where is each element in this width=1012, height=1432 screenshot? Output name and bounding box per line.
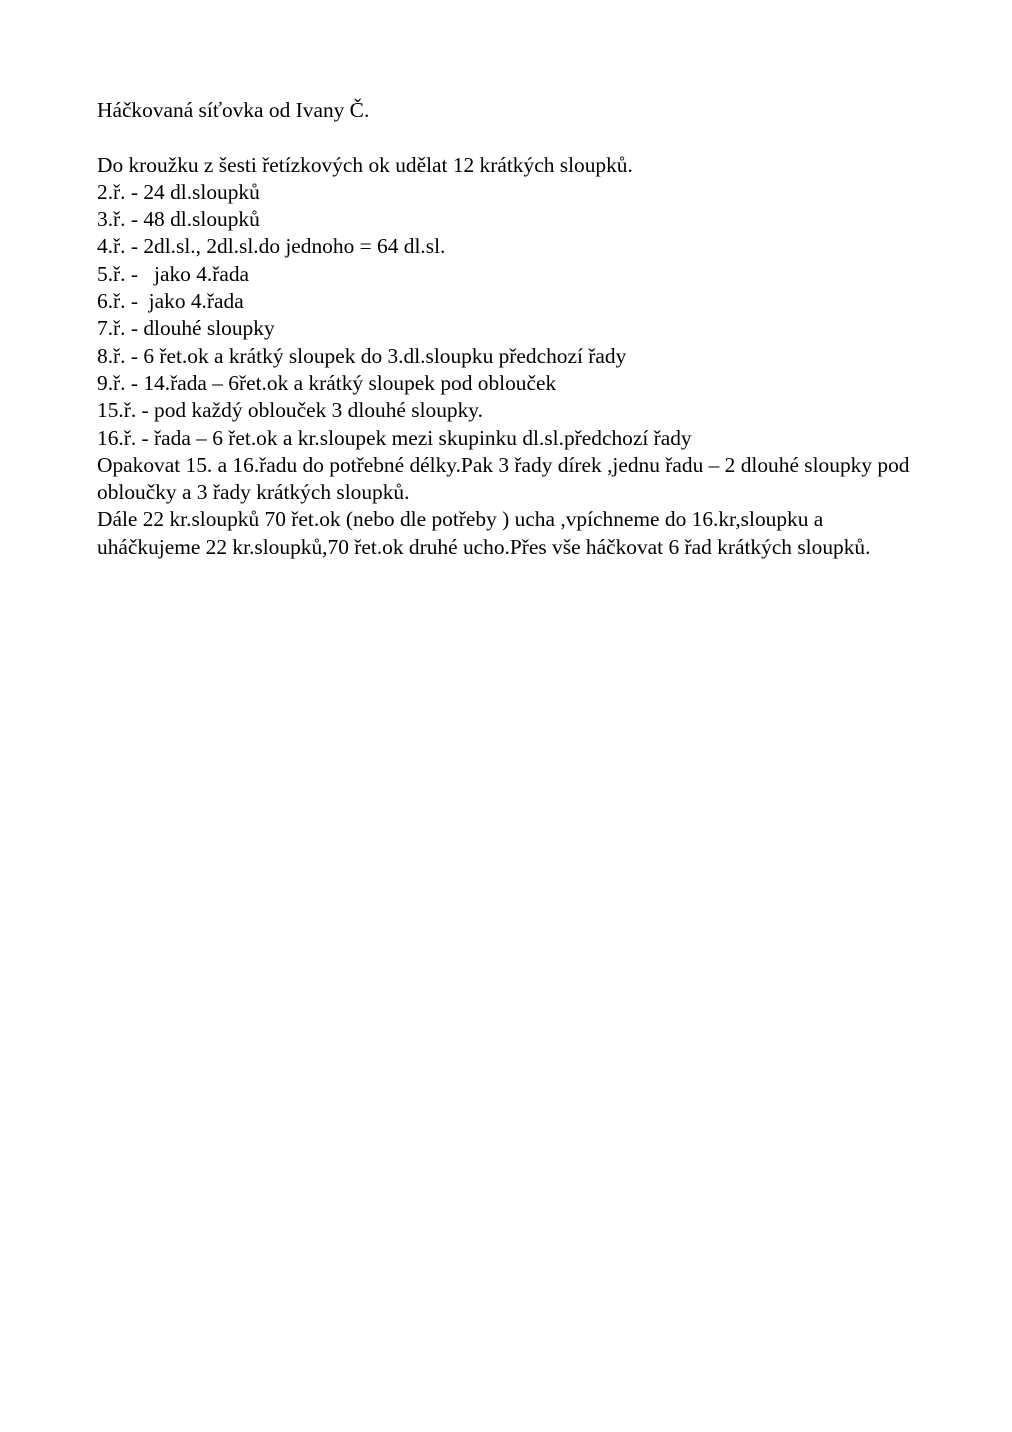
text-line-row-16: 16.ř. - řada – 6 řet.ok a kr.sloupek mezi skupinku dl.sl.předchozí řady <box>97 425 692 450</box>
text-line-row-7: 7.ř. - dlouhé sloupky <box>97 316 275 341</box>
text-line-row-3: 3.ř. - 48 dl.sloupků <box>97 207 260 232</box>
text-paragraph-repeat: Opakovat 15. a 16.řadu do potřebné délky.Pak 3 řady dírek ,jednu řadu – 2 dlouhé sloupky pod obloučky a 3 řady krátkých sloupků. <box>97 452 915 505</box>
text-line-row-9-14: 9.ř. - 14.řada – 6řet.ok a krátký sloupek pod oblouček <box>97 370 557 395</box>
text-line-row-15: 15.ř. - pod každý oblouček 3 dlouhé sloupky. <box>97 398 483 423</box>
text-line-row-8: 8.ř. - 6 řet.ok a krátký sloupek do 3.dl.sloupku předchozí řady <box>97 343 627 368</box>
blank-line <box>97 124 927 151</box>
text-paragraph-handles: Dále 22 kr.sloupků 70 řet.ok (nebo dle potřeby ) ucha ,vpíchneme do 16.kr,sloupku a uháčkujeme 22 kr.sloupků,70 řet.ok druhé ucho.Přes vše háčkovat 6 řad krátkých sloupků. <box>97 507 871 559</box>
document-title: Háčkovaná síťovka od Ivany Č. <box>97 98 370 122</box>
text-line-row-5: 5.ř. - jako 4.řada <box>97 261 250 286</box>
text-line-intro: Do kroužku z šesti řetízkových ok udělat 12 krátkých sloupků. <box>97 152 633 177</box>
text-line-row-4: 4.ř. - 2dl.sl., 2dl.sl.do jednoho = 64 dl.sl. <box>97 234 446 259</box>
text-line-row-2: 2.ř. - 24 dl.sloupků <box>97 179 260 204</box>
document-body <box>97 97 927 561</box>
text-line-row-6: 6.ř. - jako 4.řada <box>97 289 244 314</box>
